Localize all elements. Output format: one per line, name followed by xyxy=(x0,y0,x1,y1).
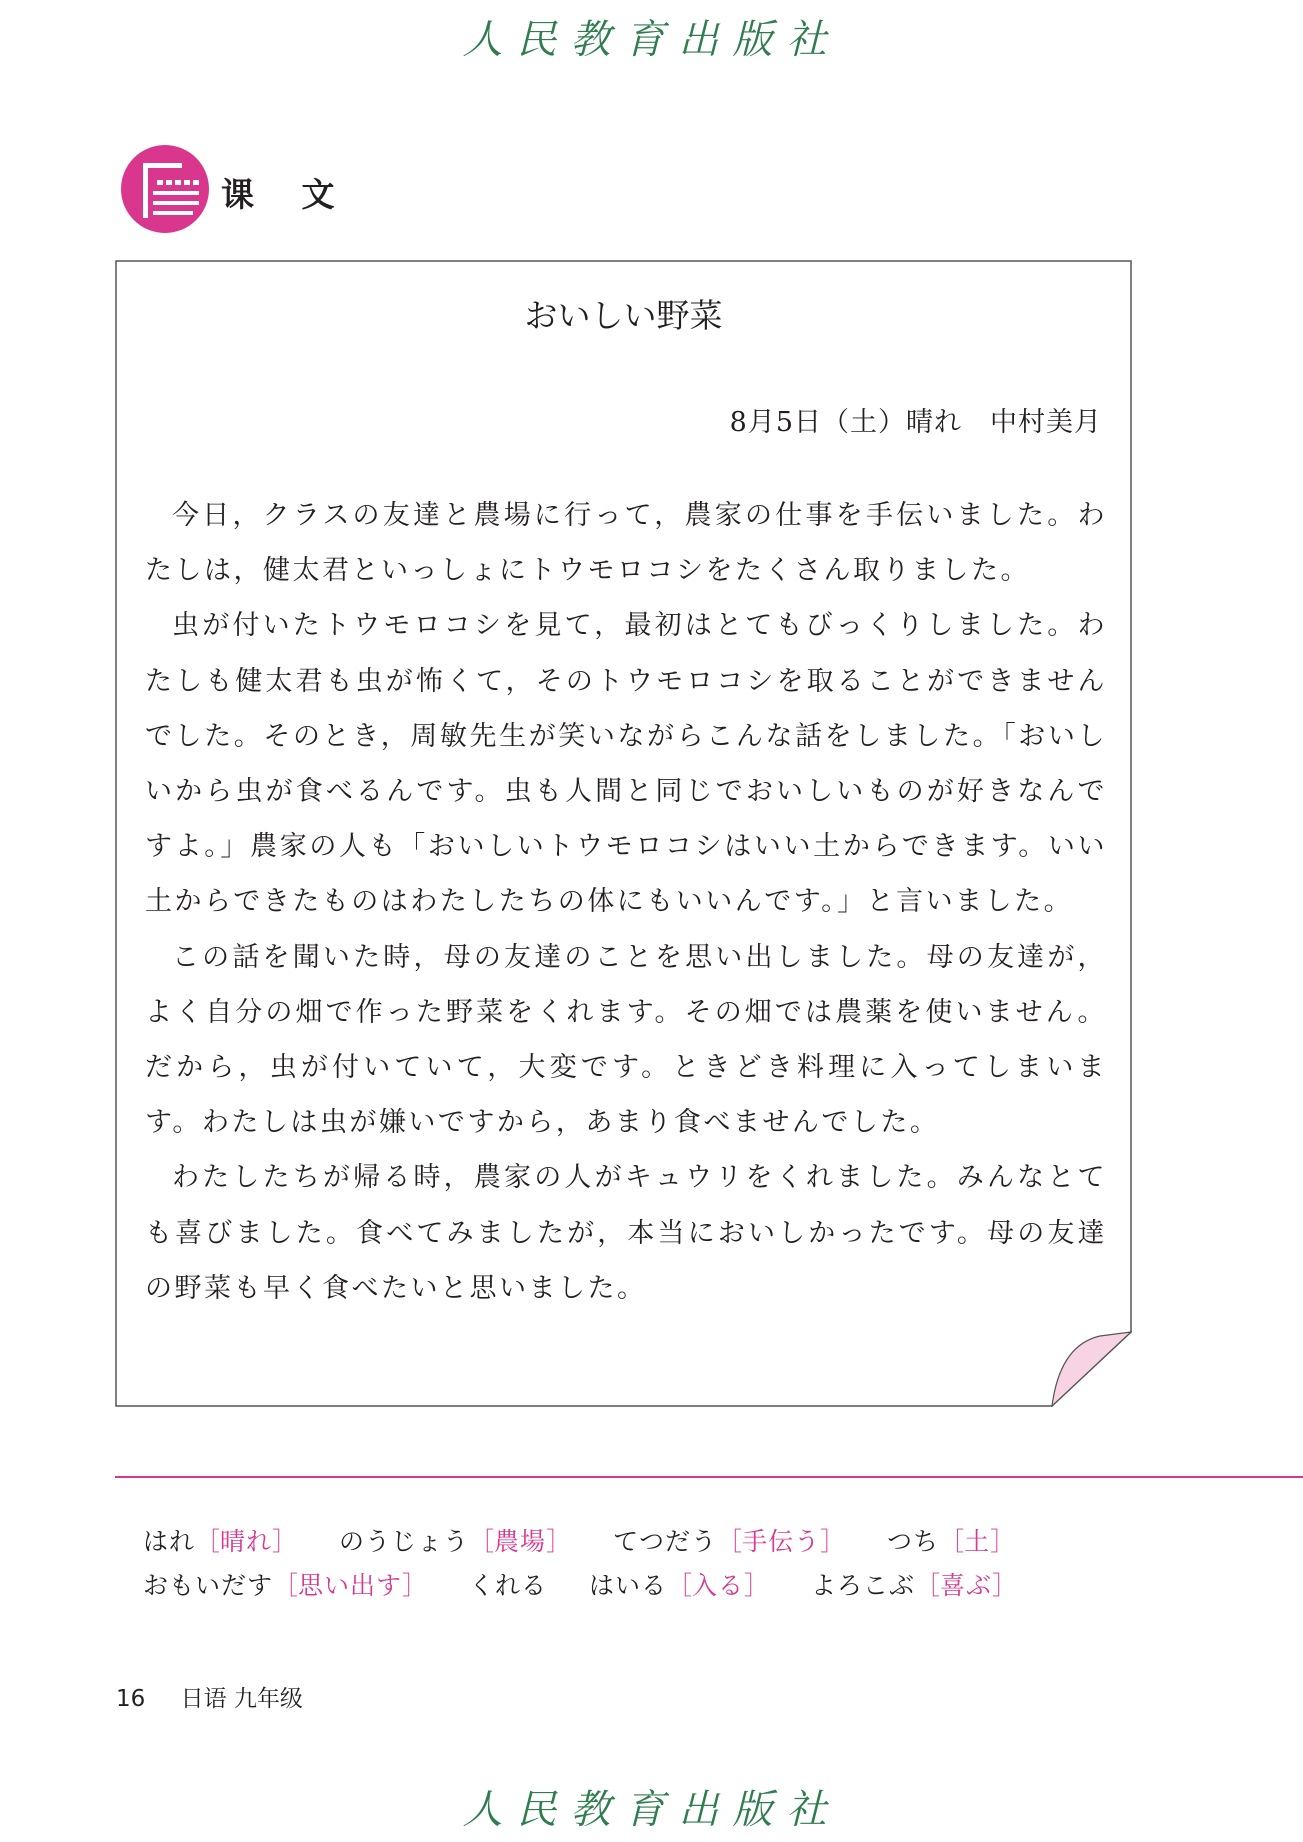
divider xyxy=(115,1476,1303,1478)
diary-date-author: 8月5日（土）晴れ 中村美月 xyxy=(729,407,1102,438)
vocab-reading: よろこぶ xyxy=(811,1571,916,1600)
text-lines-icon xyxy=(121,145,209,233)
vocab-item xyxy=(469,1566,547,1602)
lesson-text-frame xyxy=(115,260,1132,1407)
paragraph: わたしたちが帰る時，農家の人がキュウリをくれました。みんなとても喜びました。食べてみましたが，本当においしかったです。母の友達の野菜も早く食べたいと思いました。 xyxy=(145,1162,1107,1304)
vocab-kanji: 手伝う xyxy=(742,1527,821,1556)
publisher-logo-bottom: 人民教育出版社 xyxy=(462,1787,841,1833)
vocab-item: はいる［入る］ xyxy=(588,1571,770,1600)
vocab-kanji: 喜ぶ xyxy=(940,1571,993,1600)
vocab-item: はれ［晴れ］ xyxy=(143,1527,298,1556)
vocab-reading: つち xyxy=(887,1527,940,1556)
paragraph: 今日，クラスの友達と農場に行って，農家の仕事を手伝いました。わたしは，健太君といっしょにトウモロコシをたくさん取りました。 xyxy=(145,500,1107,587)
vocab-kanji: 土 xyxy=(964,1527,991,1556)
page-footer xyxy=(116,1680,303,1713)
vocab-item: てつだう［手伝う］ xyxy=(613,1527,846,1556)
publisher-logo-top: 人民教育出版社 xyxy=(462,17,841,63)
page-number: 16 xyxy=(116,1686,146,1712)
lesson-body xyxy=(145,488,1107,1316)
vocab-item: つち［土］ xyxy=(887,1527,1016,1556)
paragraph: 虫が付いたトウモロコシを見て，最初はとてもびっくりしました。わたしも健太君も虫が怖くて，そのトウモロコシを取ることができませんでした。そのとき，周敏先生が笑いながらこんな話をしました。「おいしいから虫が食べるんです。虫も人間と同じでおいしいものが好きなんですよ。」農家の人も「おいしいトウモロコシはいい土からできます。いい土からできたものはわたしたちの体にもいいんです。」と言いました。 xyxy=(145,610,1107,918)
vocab-reading: のうじょう xyxy=(339,1527,470,1556)
vocabulary-row xyxy=(143,1522,1049,1558)
vocab-item: おもいだす［思い出す］ xyxy=(143,1571,428,1600)
vocab-kanji: 農場 xyxy=(494,1527,547,1556)
vocab-reading: おもいだす xyxy=(143,1571,274,1600)
book-title: 日语 九年级 xyxy=(180,1686,303,1712)
vocabulary-row xyxy=(143,1566,1051,1602)
vocab-kanji: 入る xyxy=(692,1571,745,1600)
vocab-reading: はれ xyxy=(143,1527,196,1556)
vocab-kanji: 思い出す xyxy=(298,1571,403,1600)
section-title: 课 文 xyxy=(221,175,353,214)
paragraph: この話を聞いた時，母の友達のことを思い出しました。母の友達が，よく自分の畑で作った野菜をくれます。その畑では農薬を使いません。だから，虫が付いていて，大変です。ときどき料理に入ってしまいます。わたしは虫が嫌いですから，あまり食べませんでした。 xyxy=(145,941,1107,1139)
vocab-reading: くれる xyxy=(469,1571,548,1600)
vocab-item: よろこぶ［喜ぶ］ xyxy=(811,1571,1018,1600)
vocab-reading: てつだう xyxy=(613,1527,718,1556)
section-header xyxy=(121,145,421,235)
vocab-kanji: 晴れ xyxy=(220,1527,273,1556)
lesson-title: おいしい野菜 xyxy=(524,296,723,335)
vocab-item: のうじょう［農場］ xyxy=(339,1527,572,1556)
vocab-reading: はいる xyxy=(588,1571,667,1600)
